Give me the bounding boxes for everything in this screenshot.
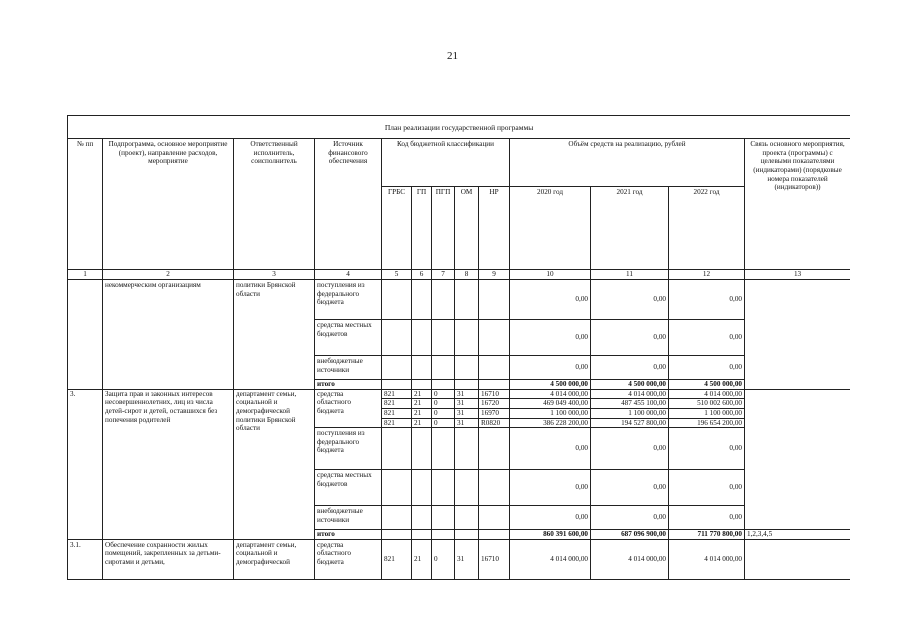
kbk-pgp: 0: [432, 389, 455, 399]
row-num: 3.: [68, 389, 103, 539]
measure-executor: департамент семьи, социальной и демографической: [234, 539, 315, 579]
row-num: [68, 280, 103, 390]
amount-2022: 0,00: [669, 470, 745, 506]
column-number: 2: [103, 270, 234, 280]
header-amount: Объём средств на реализацию, рублей: [510, 139, 745, 187]
column-number: 12: [669, 270, 745, 280]
source-label: средства местных бюджетов: [315, 470, 382, 506]
header-subprogram: Подпрограмма, основное мероприятие (проект), направление расходов, мероприятие: [103, 139, 234, 270]
kbk-grbs: 821: [382, 408, 412, 418]
indicators-link: [745, 539, 851, 579]
amount-2020: 0,00: [510, 470, 591, 506]
source-label: средства местных бюджетов: [315, 320, 382, 356]
kbk-pgp: 0: [432, 539, 455, 579]
header-year-2021: 2021 год: [591, 187, 669, 270]
table-title: План реализации государственной программы: [68, 116, 851, 139]
total-2021: 687 096 900,00: [591, 530, 669, 540]
kbk-gp: 21: [412, 418, 432, 428]
amount-2022: 4 014 000,00: [669, 539, 745, 579]
total-2020: 4 500 000,00: [510, 380, 591, 390]
header-gp: ГП: [412, 187, 432, 270]
header-om: ОМ: [455, 187, 479, 270]
kbk-nr: R0820: [479, 418, 510, 428]
source-label: средства областного бюджета: [315, 539, 382, 579]
amount-2021: 194 527 800,00: [591, 418, 669, 428]
column-number: 10: [510, 270, 591, 280]
page-number: 21: [447, 50, 458, 62]
total-label: итого: [315, 380, 382, 390]
header-num: № пп: [68, 139, 103, 270]
column-number: 13: [745, 270, 851, 280]
amount-2021: 0,00: [591, 470, 669, 506]
measure-name: некоммерческим организациям: [103, 280, 234, 390]
total-2022: 4 500 000,00: [669, 380, 745, 390]
header-indicators-link: Связь основного мероприятия, проекта (программы) с целевыми показателями (индикаторами) (порядковые номера показателей (индикаторов)): [745, 139, 851, 270]
indicators-link: 1,2,3,4,5: [745, 530, 851, 540]
column-number: 8: [455, 270, 479, 280]
column-number: 6: [412, 270, 432, 280]
amount-2022: 0,00: [669, 356, 745, 380]
kbk-nr: 16970: [479, 408, 510, 418]
header-year-2022: 2022 год: [669, 187, 745, 270]
amount-2021: 1 100 000,00: [591, 408, 669, 418]
column-number: 3: [234, 270, 315, 280]
column-numbers-row: [68, 270, 851, 280]
table-row: [68, 389, 851, 399]
measure-executor: политики Брянской области: [234, 280, 315, 390]
total-2022: 711 770 800,00: [669, 530, 745, 540]
kbk-om: 31: [455, 399, 479, 409]
table-row: [68, 539, 851, 579]
amount-2020: 0,00: [510, 506, 591, 530]
column-number: 1: [68, 270, 103, 280]
kbk-pgp: 0: [432, 399, 455, 409]
table-row: [68, 280, 851, 320]
amount-2022: 196 654 200,00: [669, 418, 745, 428]
total-label: итого: [315, 530, 382, 540]
amount-2022: 0,00: [669, 428, 745, 470]
kbk-grbs: 821: [382, 399, 412, 409]
kbk-om: 31: [455, 408, 479, 418]
amount-2021: 4 014 000,00: [591, 539, 669, 579]
kbk-grbs: 821: [382, 418, 412, 428]
amount-2021: 487 455 100,00: [591, 399, 669, 409]
amount-2020: 0,00: [510, 428, 591, 470]
header-grbs: ГРБС: [382, 187, 412, 270]
amount-2020: 4 014 000,00: [510, 389, 591, 399]
table-frame: [67, 115, 850, 635]
column-number: 4: [315, 270, 382, 280]
header-pgp: ПГП: [432, 187, 455, 270]
measure-name: Обеспечение сохранности жилых помещений, закрепленных за детьми-сиротами и детьми,: [103, 539, 234, 579]
total-2021: 4 500 000,00: [591, 380, 669, 390]
kbk-om: 31: [455, 418, 479, 428]
amount-2022: 0,00: [669, 280, 745, 320]
column-number: 7: [432, 270, 455, 280]
source-label: поступления из федерального бюджета: [315, 428, 382, 470]
amount-2020: 4 014 000,00: [510, 539, 591, 579]
header-kbk: Код бюджетной классификации: [382, 139, 510, 187]
amount-2022: 1 100 000,00: [669, 408, 745, 418]
amount-2020: 386 228 200,00: [510, 418, 591, 428]
amount-2021: 0,00: [591, 280, 669, 320]
kbk-pgp: 0: [432, 408, 455, 418]
row-num: 3.1.: [68, 539, 103, 579]
amount-2021: 0,00: [591, 506, 669, 530]
column-number: 11: [591, 270, 669, 280]
amount-2020: 0,00: [510, 320, 591, 356]
measure-executor: департамент семьи, социальной и демографической политики Брянской области: [234, 389, 315, 539]
kbk-gp: 21: [412, 408, 432, 418]
header-executor: Ответственный исполнитель, соисполнитель: [234, 139, 315, 270]
kbk-pgp: 0: [432, 418, 455, 428]
amount-2021: 0,00: [591, 320, 669, 356]
amount-2022: 0,00: [669, 320, 745, 356]
kbk-om: 31: [455, 539, 479, 579]
kbk-gp: 21: [412, 389, 432, 399]
kbk-grbs: 821: [382, 389, 412, 399]
amount-2020: 0,00: [510, 280, 591, 320]
amount-2022: 510 002 600,00: [669, 399, 745, 409]
kbk-om: 31: [455, 389, 479, 399]
amount-2021: 4 014 000,00: [591, 389, 669, 399]
amount-2020: 0,00: [510, 356, 591, 380]
program-plan-table: [67, 115, 850, 580]
kbk-gp: 21: [412, 399, 432, 409]
measure-name: Защита прав и законных интересов несовершеннолетних, лиц из числа детей-сирот и детей, оставшихся без попечения родителей: [103, 389, 234, 539]
source-label: поступления из федерального бюджета: [315, 280, 382, 320]
source-label: средства областного бюджета: [315, 389, 382, 428]
amount-2021: 0,00: [591, 356, 669, 380]
total-2020: 860 391 600,00: [510, 530, 591, 540]
header-nr: НР: [479, 187, 510, 270]
kbk-nr: 16720: [479, 399, 510, 409]
column-number: 5: [382, 270, 412, 280]
amount-2022: 0,00: [669, 506, 745, 530]
kbk-nr: 16710: [479, 389, 510, 399]
amount-2020: 1 100 000,00: [510, 408, 591, 418]
kbk-nr: 16710: [479, 539, 510, 579]
amount-2021: 0,00: [591, 428, 669, 470]
amount-2022: 4 014 000,00: [669, 389, 745, 399]
header-year-2020: 2020 год: [510, 187, 591, 270]
source-label: внебюджетные источники: [315, 356, 382, 380]
source-label: внебюджетные источники: [315, 506, 382, 530]
header-source: Источник финансового обеспечения: [315, 139, 382, 270]
kbk-gp: 21: [412, 539, 432, 579]
column-number: 9: [479, 270, 510, 280]
indicators-link: [745, 280, 851, 390]
indicators-link: [745, 389, 851, 530]
kbk-grbs: 821: [382, 539, 412, 579]
amount-2020: 469 049 400,00: [510, 399, 591, 409]
